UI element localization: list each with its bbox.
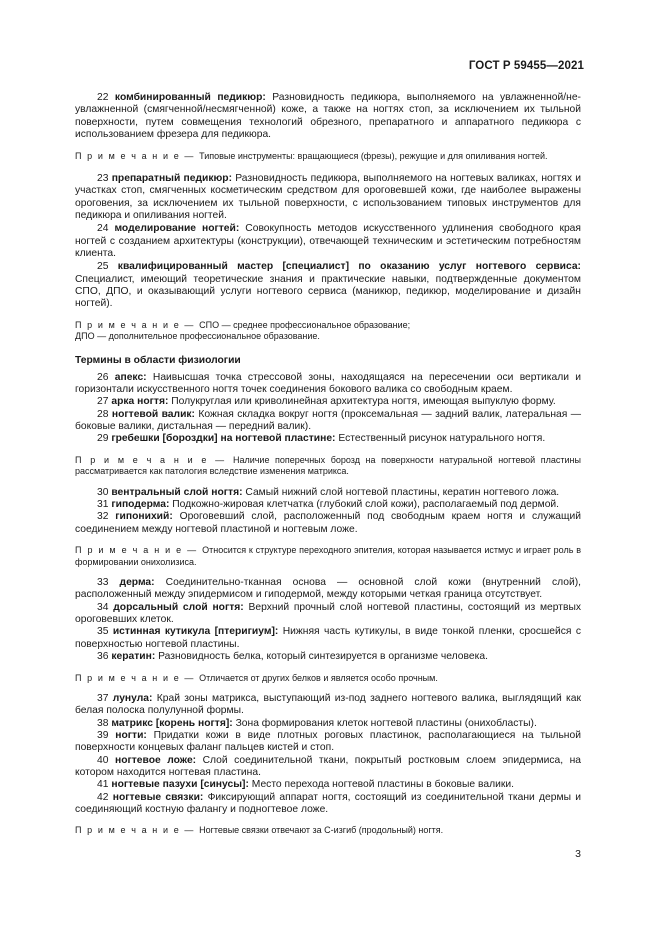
- note: П р и м е ч а н и е — СПО — среднее профессиональное образование;: [75, 319, 411, 330]
- term-entry: 27 арка ногтя: Полукруглая или криволинейная архитектура ногтя, имеющая выпуклую форму.: [97, 396, 556, 408]
- term-entry: 34 дорсальный слой ногтя: Верхний прочный слой ногтевой пластины, состоящий из мертвых ороговевших клеток.: [75, 601, 581, 626]
- term-entry: 37 лунула: Край зоны матрикса, выступающий из-под заднего ногтевого валика, выглядящий как белая полоска полулунной формы.: [75, 693, 581, 717]
- term-entry: 28 ногтевой валик: Кожная складка вокруг ногтя (проксемальная — задний валик, латеральная — боковые валики, дистальная — передний валик).: [75, 408, 582, 433]
- term-entry: 23 препаратный педикюр: Разновидность педикюра, выполняемого на ногтевых валиках, ногтях и участках стоп, смягченных косметическим средством для ороговевшей кожи, где наиболее выражены ороговения, за исключением их тыльной поверхности, с использованием типовых инструментов для педикюра и опиливания ногтей.: [75, 172, 581, 221]
- page-number: 3: [575, 848, 581, 860]
- term-definition: Разновидность педикюра, выполняемого на увлажненной/не-увлажненной (смягченной/несмягченной) коже, а также на ногтях стоп, за исключением их тыльной поверхности, путем совмещения технологий обрезного, препаратного и аппаратного педикюра с использованием фрезера для педикюра.: [75, 92, 581, 141]
- term-entry: 39 ногти: Придатки кожи в виде плотных роговых пластинок, располагающиеся на тыльной поверхности концевых фаланг пальцев кистей и стоп.: [75, 730, 581, 754]
- term-entry: 30 вентральный слой ногтя: Самый нижний слой ногтевой пластины, кератин ногтевого ложа.: [97, 486, 560, 498]
- standard-code-header: ГОСТ Р 59455—2021: [468, 60, 584, 72]
- section-heading: Термины в области физиологии: [75, 354, 241, 366]
- note: П р и м е ч а н и е — Относится к структуре переходного эпителия, которая называется истмус и играет роль в формировании онихолизиса.: [75, 545, 581, 567]
- note: П р и м е ч а н и е — Типовые инструменты: вращающиеся (фрезы), режущие и для опиливания ногтей.: [75, 151, 548, 162]
- note-line: ДПО — дополнительное профессиональное образование.: [75, 331, 320, 342]
- term-entry: 25 квалифицированный мастер [специалист] по оказанию услуг ногтевого сервиса: Специалист, имеющий теоретические знания и практические навыки, подтвержденные документом СПО, ДПО, и оказывающий услуги ногтевого сервиса (маникюр, педикюр, моделирование и дизайн ногтей).: [75, 261, 581, 310]
- term-entry: 36 кератин: Разновидность белка, который синтезируется в организме человека.: [97, 651, 488, 663]
- term-name: комбинированный педикюр:: [114, 92, 266, 103]
- term-entry: 29 гребешки [бороздки] на ногтевой пластине: Естественный рисунок натурального ногтя.: [97, 433, 546, 445]
- note: П р и м е ч а н и е — Отличается от других белков и является особо прочным.: [75, 672, 438, 683]
- term-entry: 26 апекс: Наивысшая точка стрессовой зоны, находящаяся на пересечении оси вертикали и горизонтали искусственного ногтя точек соединения бокового валика со свободным краем.: [75, 371, 581, 395]
- note: П р и м е ч а н и е — Ногтевые связки отвечают за С-изгиб (продольный) ногтя.: [75, 825, 444, 836]
- term-entry: 40 ногтевое ложе: Слой соединительной ткани, покрытый ростковым слоем эпидермиса, на котором находится ногтевая пластина.: [75, 754, 581, 779]
- entry-num: 22: [97, 92, 109, 103]
- term-entry: 41 ногтевые пазухи [синусы]: Место перехода ногтевой пластины в боковые валики.: [97, 779, 514, 791]
- term-entry: 24 моделирование ногтей: Совокупность методов искусственного удлинения свободного края ногтей с созданием архитектуры (конструкции), отвечающей техническим и эстетическим потребностям клиента.: [75, 223, 581, 259]
- term-entry: 38 матрикс [корень ногтя]: Зона формирования клеток ногтевой пластины (онихобласты).: [97, 717, 537, 729]
- term-entry: 35 истинная кутикула [птеригиум]: Нижняя часть кутикулы, в виде тонкой пленки, сросшейся с поверхностью ногтевой пластины.: [75, 626, 581, 650]
- document-body: [75, 92, 581, 837]
- term-entry: 33 дерма: Соединительно-тканная основа — основной слой кожи (внутренний слой), расположенный между эпидермисом и гиподермой, между которыми четкая граница отсутствует.: [75, 577, 581, 601]
- term-entry: 31 гиподерма: Подкожно-жировая клетчатка (глубокий слой кожи), располагаемый под дермой.: [97, 499, 560, 511]
- note: П р и м е ч а н и е — Наличие поперечных борозд на поверхности натуральной ногтевой пластины рассматривается как патология вследствие изменения матрикса.: [75, 454, 581, 477]
- term-entry: [75, 92, 581, 141]
- term-entry: 32 гипонихий: Ороговевший слой, расположенный под свободным краем ногтя и служащий соединением между ногтевой пластиной и ногтевым ложе.: [75, 511, 581, 535]
- term-entry: 42 ногтевые связки: Фиксирующий аппарат ногтя, состоящий из соединительной ткани дермы и соединяющий костную фалангу и подногтевое ложе.: [75, 791, 581, 816]
